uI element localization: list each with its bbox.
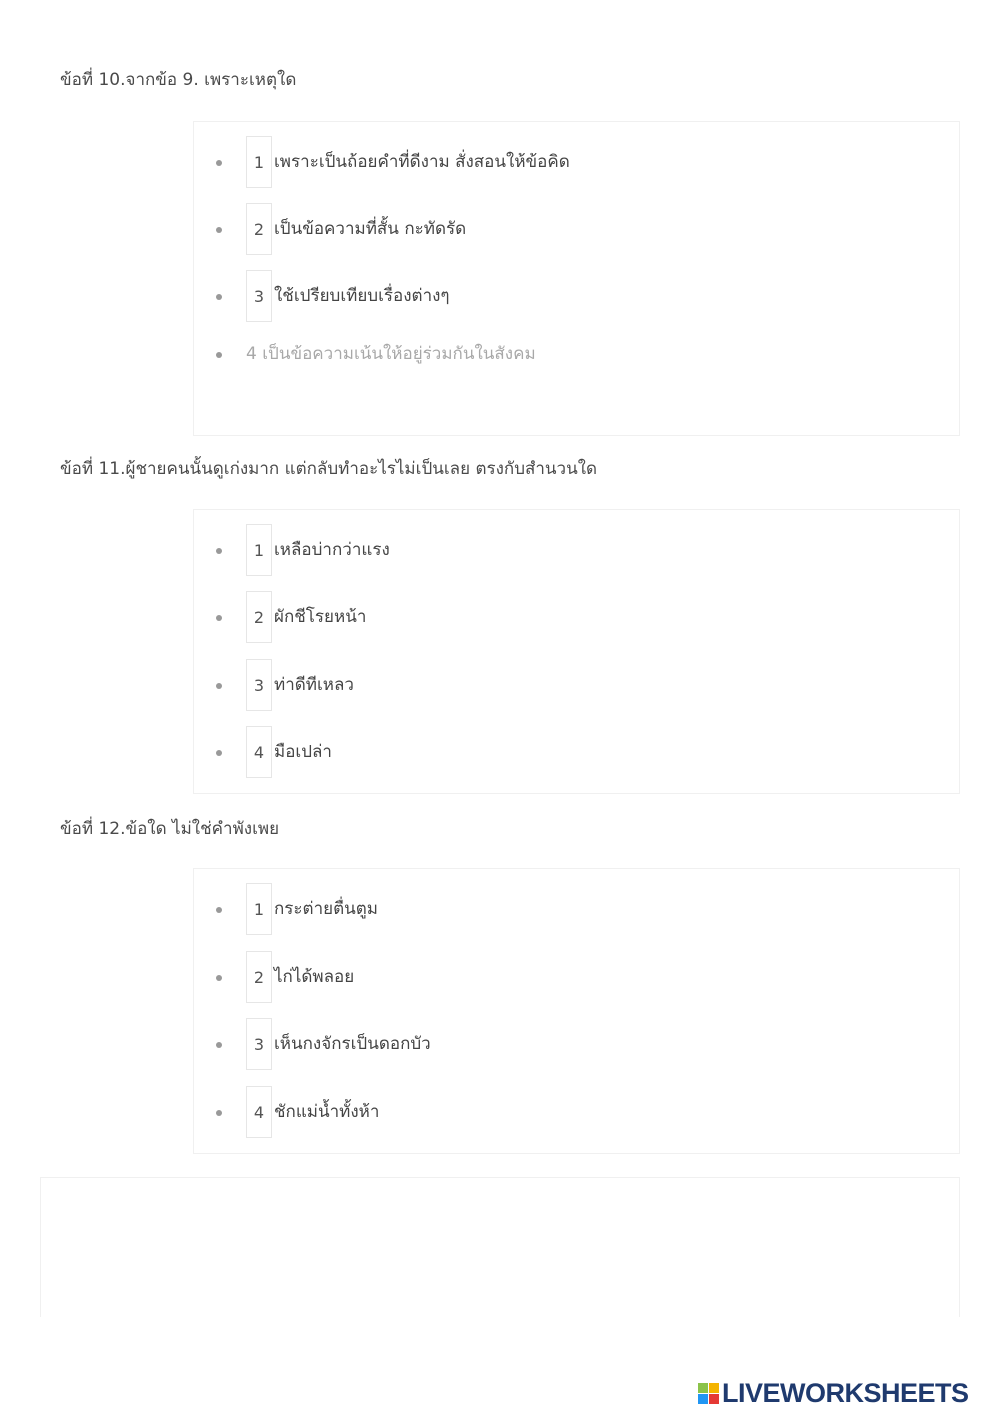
bullet-icon (216, 294, 222, 300)
bullet-icon (216, 160, 222, 166)
question-11-title: ข้อที่ 11.ผู้ชายคนนั้นดูเก่งมาก แต่กลับทำอะไรไม่เป็นเลย ตรงกับสำนวนใด (60, 459, 598, 479)
option-text: ใช้เปรียบเทียบเรื่องต่างๆ (274, 286, 450, 306)
answer-box[interactable]: 3 (246, 1018, 272, 1070)
option-text: เหลือบ่ากว่าแรง (274, 540, 390, 560)
option-item[interactable] (194, 659, 894, 713)
liveworksheets-logo (698, 1378, 969, 1408)
bullet-icon (216, 750, 222, 756)
option-item[interactable] (194, 136, 894, 190)
question-12-title: ข้อที่ 12.ข้อใด ไม่ใช่คำพังเพย (60, 819, 280, 839)
liveworksheets-logo-icon (698, 1383, 719, 1404)
option-text: ชักแม่น้ำทั้งห้า (274, 1102, 380, 1122)
bullet-icon (216, 1042, 222, 1048)
option-item[interactable] (194, 270, 894, 324)
bullet-icon (216, 683, 222, 689)
option-item[interactable] (194, 1018, 894, 1072)
option-text: ไก่ได้พลอย (274, 967, 355, 987)
answer-box[interactable]: 2 (246, 591, 272, 643)
bullet-icon (216, 548, 222, 554)
answer-box[interactable]: 3 (246, 270, 272, 322)
answer-box[interactable]: 4 (246, 1086, 272, 1138)
answer-box[interactable]: 1 (246, 136, 272, 188)
option-text: 4 เป็นข้อความเน้นให้อยู่ร่วมกันในสังคม (246, 344, 536, 364)
option-text: เป็นข้อความที่สั้น กะทัดรัด (274, 219, 467, 239)
answer-box[interactable]: 1 (246, 524, 272, 576)
option-text: กระต่ายตื่นตูม (274, 899, 379, 919)
answer-box[interactable]: 4 (246, 726, 272, 778)
answer-box[interactable]: 3 (246, 659, 272, 711)
option-text: ท่าดีทีเหลว (274, 675, 354, 695)
option-item[interactable] (194, 951, 894, 1005)
answer-box[interactable]: 2 (246, 951, 272, 1003)
bullet-icon (216, 227, 222, 233)
bullet-icon (216, 615, 222, 621)
option-item[interactable] (194, 203, 894, 257)
question-12-options (193, 868, 960, 1154)
bullet-icon (216, 907, 222, 913)
question-10-title: ข้อที่ 10.จากข้อ 9. เพราะเหตุใด (60, 70, 297, 90)
bullet-icon (216, 352, 222, 358)
option-text: มือเปล่า (274, 742, 332, 762)
empty-content-box (40, 1177, 960, 1317)
answer-box[interactable]: 1 (246, 883, 272, 935)
option-item[interactable] (194, 524, 894, 578)
question-11-options (193, 509, 960, 794)
option-item[interactable] (194, 883, 894, 937)
bullet-icon (216, 975, 222, 981)
option-item[interactable] (194, 726, 894, 780)
option-item[interactable] (194, 1086, 894, 1140)
question-10-options (193, 121, 960, 436)
option-text: เห็นกงจักรเป็นดอกบัว (274, 1034, 431, 1054)
bullet-icon (216, 1110, 222, 1116)
logo-text: LIVEWORKSHEETS (722, 1377, 969, 1408)
answer-box[interactable]: 2 (246, 203, 272, 255)
option-item[interactable] (194, 591, 894, 645)
option-text: ผักชีโรยหน้า (274, 607, 367, 627)
option-item[interactable] (194, 328, 894, 382)
option-text: เพราะเป็นถ้อยคำที่ดีงาม สั่งสอนให้ข้อคิด (274, 152, 570, 172)
